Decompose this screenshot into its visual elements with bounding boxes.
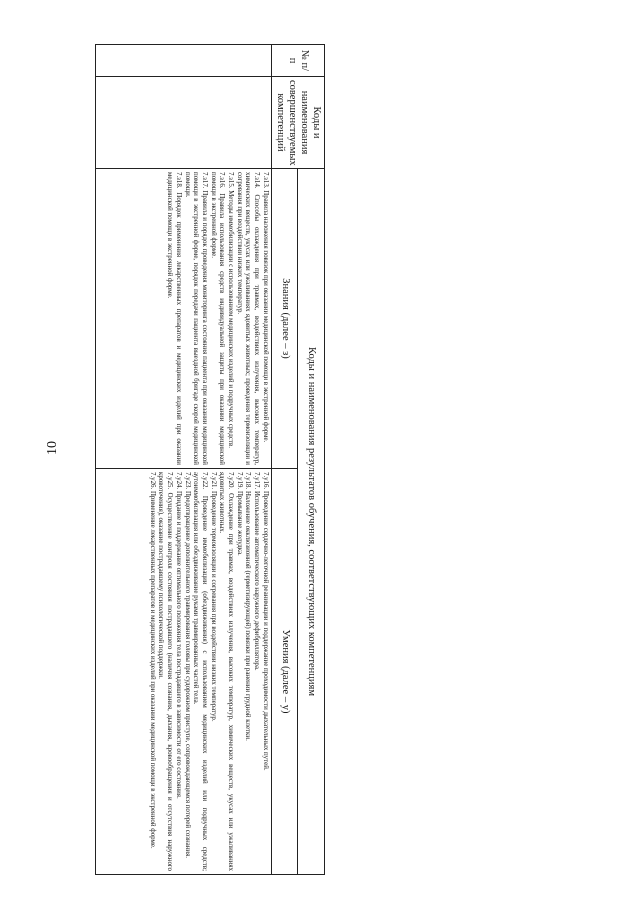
knowledge-cell bbox=[96, 169, 272, 469]
cell-number bbox=[96, 45, 272, 77]
skill-item: 7.у26. Применение лекарственных препаратов и медицинских изделий при оказании медицинской помощи в экстренной форме. bbox=[148, 472, 156, 849]
skill-item: 7.у22. Проведение иммобилизации (обездвиживания) с использованием медицинских изделий или подручных средств; аутоиммобилизация или обездвиживание руками травмированных частей тела. bbox=[192, 472, 208, 872]
skill-item: 7.у20. Охлаждение при травмах, воздействиях излучения, высоких температур, химических веществ, укусах или ужаливаниях ядовитых животных. bbox=[218, 472, 234, 872]
header-learning-results: Коды и наименования результатов обучения, соответствующих компетенциям bbox=[298, 169, 325, 875]
header-competence-codes: Коды и наименования совершенствуемых компетенций bbox=[271, 77, 324, 169]
header-knowledge: Знания (далее – з) bbox=[271, 169, 298, 469]
skill-item: 7.у25. Осуществление контроля состояния пострадавшего (наличия сознания, дыхания, кровообращения и отсутствия наружного кровотечения), оказание пострадавшему психологической поддержки. bbox=[157, 472, 174, 872]
page-number: 10 bbox=[45, 441, 60, 455]
cell-competence-code bbox=[96, 77, 272, 169]
knowledge-item: 7.з13. Правила наложения повязок при оказании медицинской помощи в экстренной форме. bbox=[261, 172, 269, 443]
skill-item: 7.у17. Использование автоматического наружного дефибриллятора. bbox=[253, 472, 261, 671]
header-skills: Умения (далее – у) bbox=[271, 469, 298, 875]
skill-item: 7.у23. Предотвращение дополнительного травмирования головы при судорожном приступе, сопровождающемся потерей сознания. bbox=[183, 472, 191, 859]
skill-item: 7.у19. Промывание желудка. bbox=[235, 472, 243, 556]
knowledge-item: 7.з18. Порядок применения лекарственных препаратов и медицинских изделий при оказании медицинской помощи в экстренной форме. bbox=[166, 172, 182, 465]
skill-item: 7.у18. Наложение окклюзионной (герметизирующей) повязки при ранении грудной клетки. bbox=[244, 472, 252, 741]
competence-table-wrapper bbox=[95, 44, 325, 874]
skill-item: 7.у24. Придание и поддержание оптимального положения тела пострадавшего в зависимости от его состояния. bbox=[174, 472, 182, 799]
knowledge-item: 7.з17. Правила и порядок проведения мониторинга состояния пациента при оказании медицинской помощи в экстренной форме, порядок передачи пациента выездной бригаде скорой медицинской помощи. bbox=[183, 172, 208, 465]
knowledge-item: 7.з15. Методы иммобилизации с использованием медицинских изделий и подручных средств. bbox=[227, 172, 234, 448]
skills-cell bbox=[96, 469, 272, 875]
competence-table bbox=[95, 44, 325, 875]
skill-item: 7.у21. Проведение термоизоляции и согревания при воздействии низких температур. bbox=[209, 472, 217, 722]
knowledge-item: 7.з14. Способы охлаждения при травмах, воздействиях излучения, высоких температур, химических веществ, укусах или ужаливаниях ядовитых животных; проведения термоизоляции и согревания при воздействии низких температур. bbox=[235, 172, 261, 465]
skill-item: 7.у16. Проведение сердечно-легочной реанимации и поддержание проходимости дыхательных путей. bbox=[261, 472, 269, 771]
header-number: № п/п bbox=[271, 45, 324, 77]
knowledge-item: 7.з16. Правила использования средств индивидуальной защиты при оказании медицинской помощи в экстренной форме. bbox=[209, 172, 226, 465]
